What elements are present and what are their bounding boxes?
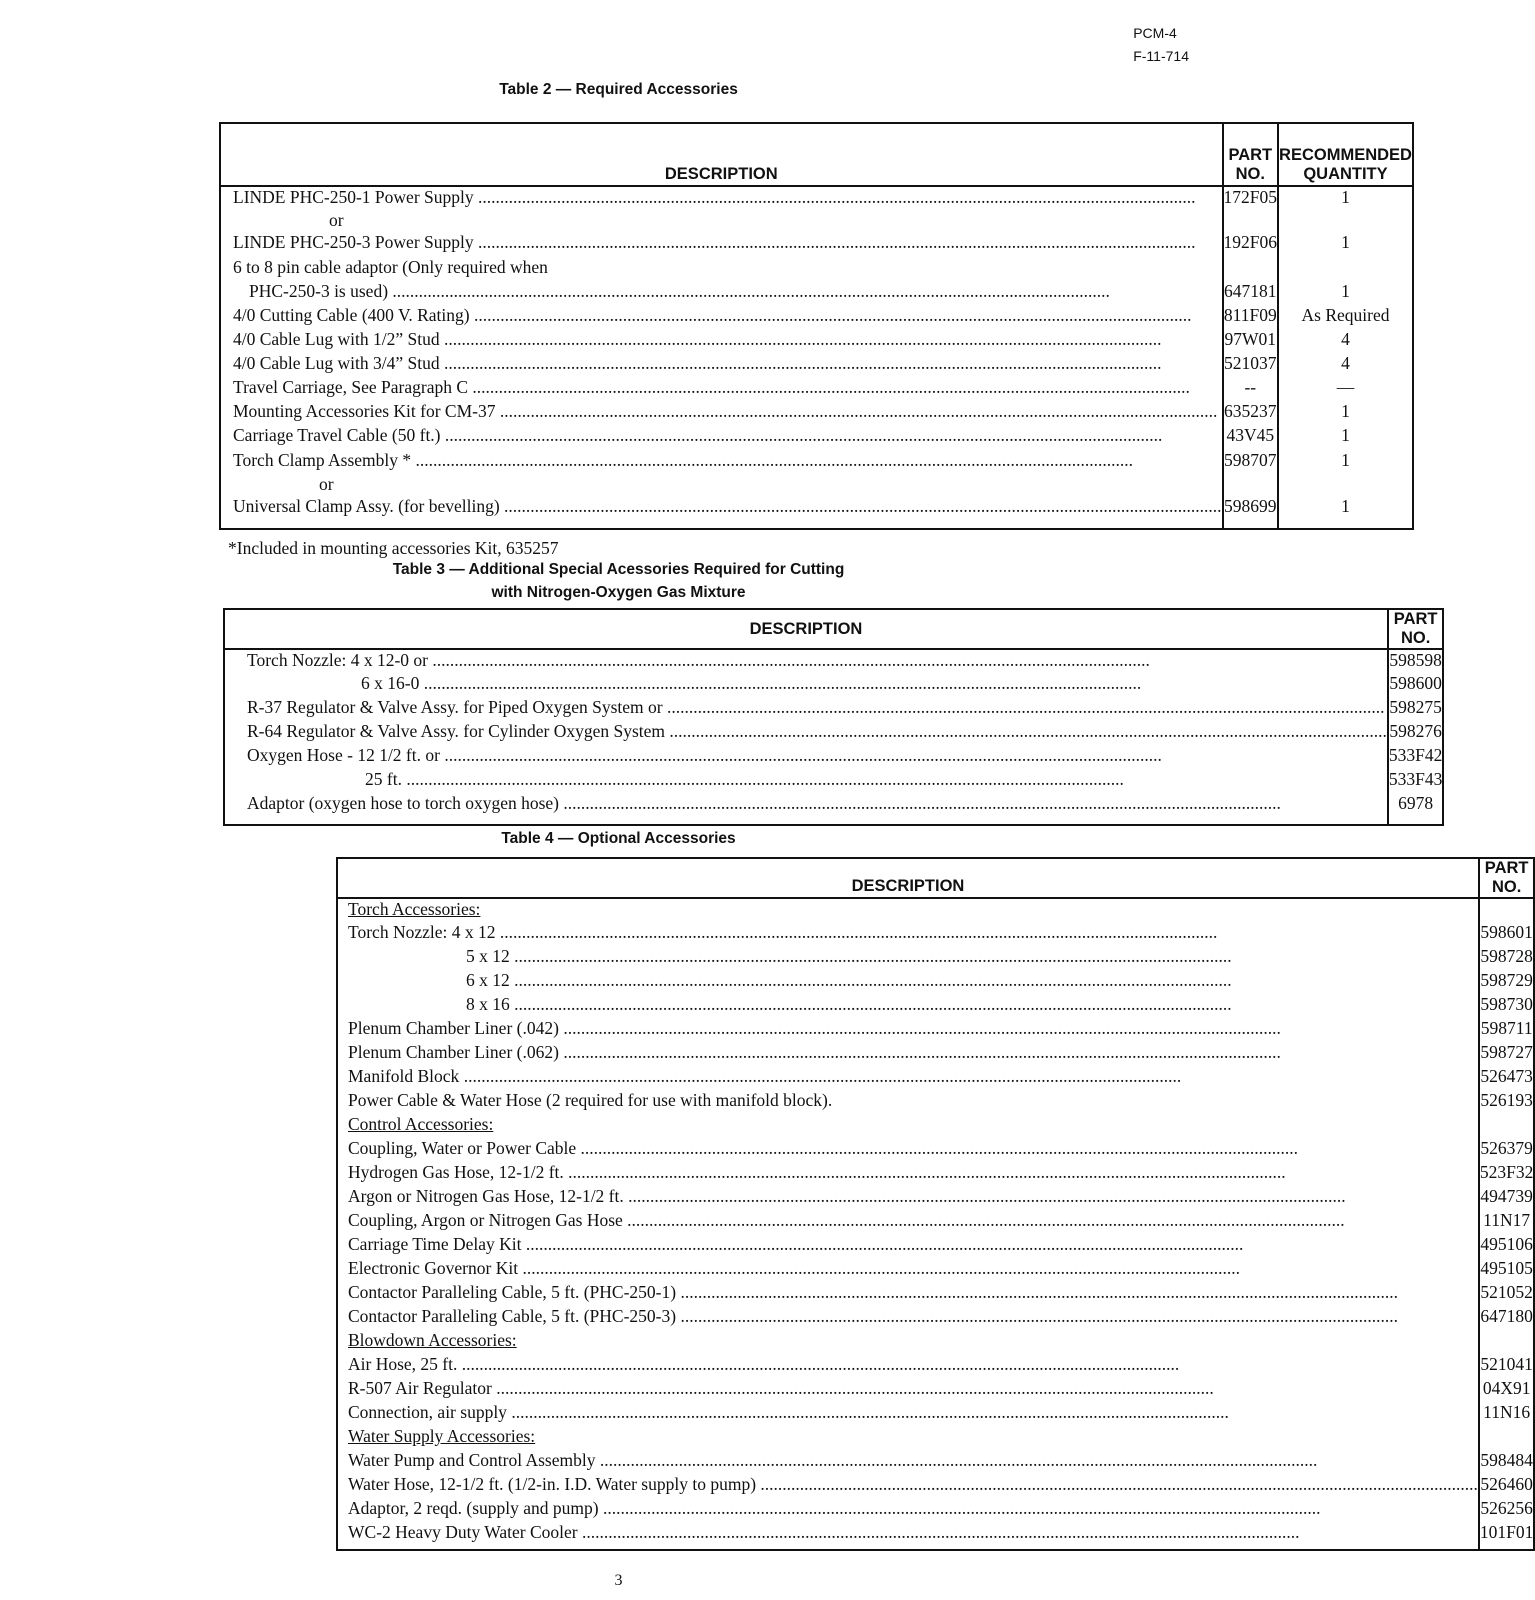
row-description: Carriage Time Delay Kit ..... [338, 1234, 1478, 1255]
row-quantity: 4 [1278, 353, 1413, 377]
row-part-no: 172F05 [1223, 186, 1278, 210]
row-quantity [1278, 474, 1413, 496]
table-row [220, 257, 1413, 281]
table3-header-row [224, 609, 1443, 649]
table-row [220, 281, 1413, 305]
table-row [337, 1042, 1534, 1066]
column-header-part-no: PART NO. [1479, 858, 1534, 898]
table-row [220, 232, 1413, 257]
row-quantity: 1 [1278, 401, 1413, 425]
row-quantity: 1 [1278, 232, 1413, 257]
table2-footnote: *Included in mounting accessories Kit, 635257 [228, 538, 559, 558]
table-row [224, 649, 1443, 673]
table-row [337, 970, 1534, 994]
row-part-no: 598276 [1388, 721, 1443, 745]
row-description: Travel Carriage, See Paragraph C ..... [221, 377, 1222, 398]
row-part-no: 598711 [1479, 1018, 1534, 1042]
row-description: 4/0 Cutting Cable (400 V. Rating) ..... [221, 305, 1222, 326]
row-part-no: 598484 [1479, 1450, 1534, 1474]
section-heading-blowdown-accessories: Blowdown Accessories: [348, 1330, 517, 1350]
row-part-no: 598730 [1479, 994, 1534, 1018]
table-row [224, 673, 1443, 697]
table-row [337, 1450, 1534, 1474]
row-description: Coupling, Argon or Nitrogen Gas Hose ..... [338, 1210, 1478, 1231]
table-row [220, 305, 1413, 329]
row-description: Torch Nozzle: 4 x 12 ..... [338, 922, 1478, 943]
table-row [224, 769, 1443, 793]
document-code: PCM-4 [1133, 25, 1177, 41]
row-part-no: 598728 [1479, 946, 1534, 970]
table4-caption: Table 4 — Optional Accessories [501, 830, 736, 847]
row-part-no: 526460 [1479, 1474, 1534, 1498]
row-part-no: 526473 [1479, 1066, 1534, 1090]
row-quantity: 4 [1278, 329, 1413, 353]
row-part-no: 647180 [1479, 1306, 1534, 1330]
table-row [337, 1378, 1534, 1402]
table-row [220, 474, 1413, 496]
row-description: Air Hose, 25 ft. ..... [338, 1354, 1478, 1375]
row-part-no: 526256 [1479, 1498, 1534, 1522]
table-row [220, 401, 1413, 425]
row-description: 25 ft. ..... [225, 769, 1387, 790]
page-number: 3 [614, 1572, 623, 1589]
table-row [337, 1258, 1534, 1282]
table-row [337, 1282, 1534, 1306]
column-header-quantity [1278, 123, 1413, 186]
section-heading-torch-accessories: Torch Accessories: [348, 899, 481, 919]
table-row [337, 1186, 1534, 1210]
row-part-no: 647181 [1223, 281, 1278, 305]
row-description: R-64 Regulator & Valve Assy. for Cylinder Oxygen System ..... [225, 721, 1387, 742]
row-part-no: 521041 [1479, 1354, 1534, 1378]
row-description: Water Hose, 12-1/2 ft. (1/2-in. I.D. Water supply to pump) ..... [338, 1474, 1478, 1495]
table-row [337, 946, 1534, 970]
row-quantity: 1 [1278, 496, 1413, 529]
row-description: Carriage Travel Cable (50 ft.) ..... [221, 425, 1222, 446]
table-row [337, 1402, 1534, 1426]
row-quantity: As Required [1278, 305, 1413, 329]
row-part-no: 598275 [1388, 697, 1443, 721]
table-row [337, 922, 1534, 946]
row-part-no: 811F09 [1223, 305, 1278, 329]
table3-caption-line1: Table 3 — Additional Special Acessories Required for Cutting [392, 561, 845, 578]
row-description: Universal Clamp Assy. (for bevelling) ..... [221, 496, 1222, 517]
row-description: 4/0 Cable Lug with 3/4” Stud ..... [221, 353, 1222, 374]
row-part-no [1479, 1426, 1534, 1450]
row-part-no: 598699 [1223, 496, 1278, 529]
row-description: WC-2 Heavy Duty Water Cooler ..... [338, 1522, 1478, 1543]
row-description: Torch Clamp Assembly * ..... [221, 450, 1222, 471]
row-description: 6 x 16-0 ..... [225, 673, 1387, 694]
row-part-no [1223, 257, 1278, 281]
row-description: Coupling, Water or Power Cable ..... [338, 1138, 1478, 1159]
row-description: or [319, 474, 334, 494]
row-part-no [1223, 474, 1278, 496]
row-quantity: — [1278, 377, 1413, 401]
row-description: Contactor Paralleling Cable, 5 ft. (PHC-250-1) ..... [338, 1282, 1478, 1303]
row-description: R-37 Regulator & Valve Assy. for Piped Oxygen System or ..... [225, 697, 1387, 718]
column-header-description: DESCRIPTION [337, 858, 1479, 898]
table-row [220, 353, 1413, 377]
section-heading-control-accessories: Control Accessories: [348, 1114, 494, 1134]
row-description: Oxygen Hose - 12 1/2 ft. or ..... [225, 745, 1387, 766]
row-part-no [1479, 898, 1534, 922]
row-quantity [1278, 257, 1413, 281]
row-description: Argon or Nitrogen Gas Hose, 12-1/2 ft. ..... [338, 1186, 1478, 1207]
table-row [337, 1306, 1534, 1330]
row-description: Torch Nozzle: 4 x 12-0 or ..... [225, 650, 1387, 671]
row-quantity [1278, 210, 1413, 232]
table-row [220, 450, 1413, 474]
row-quantity: 1 [1278, 425, 1413, 450]
row-description: Water Pump and Control Assembly ..... [338, 1450, 1478, 1471]
row-part-no: 598601 [1479, 922, 1534, 946]
table-row [337, 1330, 1534, 1354]
row-part-no: 598727 [1479, 1042, 1534, 1066]
table-row [220, 210, 1413, 232]
document-number: F-11-714 [1133, 48, 1189, 64]
row-part-no: 11N16 [1479, 1402, 1534, 1426]
table-row [337, 1018, 1534, 1042]
table-row [337, 1426, 1534, 1450]
row-quantity: 1 [1278, 186, 1413, 210]
table4-header-row [337, 858, 1534, 898]
document-header [1133, 22, 1189, 68]
row-description: Plenum Chamber Liner (.062) ..... [338, 1042, 1478, 1063]
row-part-no: 533F43 [1388, 769, 1443, 793]
row-description: R-507 Air Regulator ..... [338, 1378, 1478, 1399]
row-part-no: 04X91 [1479, 1378, 1534, 1402]
table-row [337, 1090, 1534, 1114]
table4 [336, 857, 1535, 1551]
row-part-no: 526379 [1479, 1138, 1534, 1162]
row-description: 6 x 12 ..... [338, 970, 1478, 991]
row-part-no [1223, 210, 1278, 232]
table-row [337, 1162, 1534, 1186]
table-row [224, 721, 1443, 745]
row-part-no [1479, 1114, 1534, 1138]
table2-caption: Table 2 — Required Accessories [499, 81, 738, 98]
column-header-description: DESCRIPTION [224, 609, 1388, 649]
row-description: LINDE PHC-250-3 Power Supply ..... [221, 232, 1222, 253]
row-part-no: 598729 [1479, 970, 1534, 994]
row-description: PHC-250-3 is used) ..... [221, 281, 1222, 302]
row-description: Plenum Chamber Liner (.042) ..... [338, 1018, 1478, 1039]
table-row [220, 377, 1413, 401]
row-part-no: 598598 [1388, 649, 1443, 673]
table-row [224, 793, 1443, 825]
row-part-no: 97W01 [1223, 329, 1278, 353]
row-part-no: 523F32 [1479, 1162, 1534, 1186]
row-description: LINDE PHC-250-1 Power Supply ..... [221, 187, 1222, 208]
row-description: Connection, air supply ..... [338, 1402, 1478, 1423]
section-heading-water-supply-accessories: Water Supply Accessories: [348, 1426, 536, 1446]
row-part-no: 495105 [1479, 1258, 1534, 1282]
row-description: 8 x 16 ..... [338, 994, 1478, 1015]
column-header-part-no: PART NO. [1223, 123, 1278, 186]
row-part-no: 6978 [1388, 793, 1443, 825]
row-description: Adaptor (oxygen hose to torch oxygen hose) ..... [225, 793, 1387, 814]
table-row [224, 745, 1443, 769]
row-description: 6 to 8 pin cable adaptor (Only required when [233, 257, 548, 277]
row-description: Contactor Paralleling Cable, 5 ft. (PHC-250-3) ..... [338, 1306, 1478, 1327]
table-row [220, 186, 1413, 210]
quantity-header-line2: QUANTITY [1303, 165, 1388, 183]
table2-header-row [220, 123, 1413, 186]
row-part-no: -- [1223, 377, 1278, 401]
table-row [337, 994, 1534, 1018]
table3-caption-line2: with Nitrogen-Oxygen Gas Mixture [491, 584, 746, 601]
table-row [337, 1474, 1534, 1498]
row-part-no: 494739 [1479, 1186, 1534, 1210]
table-row [337, 1234, 1534, 1258]
table-row [220, 329, 1413, 353]
table-row [337, 1354, 1534, 1378]
row-part-no: 192F06 [1223, 232, 1278, 257]
row-part-no: 43V45 [1223, 425, 1278, 450]
row-part-no [1479, 1330, 1534, 1354]
row-description: Adaptor, 2 reqd. (supply and pump) ..... [338, 1498, 1478, 1519]
row-part-no: 101F01 [1479, 1522, 1534, 1550]
row-description: Manifold Block ..... [338, 1066, 1478, 1087]
table-row [337, 1114, 1534, 1138]
row-part-no: 521052 [1479, 1282, 1534, 1306]
table-row [337, 1210, 1534, 1234]
row-part-no: 598600 [1388, 673, 1443, 697]
row-quantity: 1 [1278, 450, 1413, 474]
row-part-no: 635237 [1223, 401, 1278, 425]
table-row [337, 898, 1534, 922]
row-part-no: 526193 [1479, 1090, 1534, 1114]
row-description: Electronic Governor Kit ..... [338, 1258, 1478, 1279]
row-description: Mounting Accessories Kit for CM-37 ..... [221, 401, 1222, 422]
row-part-no: 598707 [1223, 450, 1278, 474]
row-description: Hydrogen Gas Hose, 12-1/2 ft. ..... [338, 1162, 1478, 1183]
table2 [219, 122, 1414, 530]
column-header-part-no: PART NO. [1388, 609, 1443, 649]
table-row [220, 425, 1413, 450]
row-description: 5 x 12 ..... [338, 946, 1478, 967]
row-description: 4/0 Cable Lug with 1/2” Stud ..... [221, 329, 1222, 350]
column-header-description: DESCRIPTION [220, 123, 1223, 186]
table-row [337, 1498, 1534, 1522]
row-quantity: 1 [1278, 281, 1413, 305]
row-part-no: 11N17 [1479, 1210, 1534, 1234]
table-row [337, 1066, 1534, 1090]
row-part-no: 533F42 [1388, 745, 1443, 769]
row-description: or [329, 210, 344, 230]
table-row [337, 1522, 1534, 1550]
table-row [220, 496, 1413, 529]
row-part-no: 495106 [1479, 1234, 1534, 1258]
table-row [224, 697, 1443, 721]
quantity-header-line1: RECOMMENDED [1279, 146, 1412, 164]
table3 [223, 608, 1444, 826]
row-part-no: 521037 [1223, 353, 1278, 377]
table-row [337, 1138, 1534, 1162]
row-description: Power Cable & Water Hose (2 required for use with manifold block). [348, 1090, 833, 1110]
